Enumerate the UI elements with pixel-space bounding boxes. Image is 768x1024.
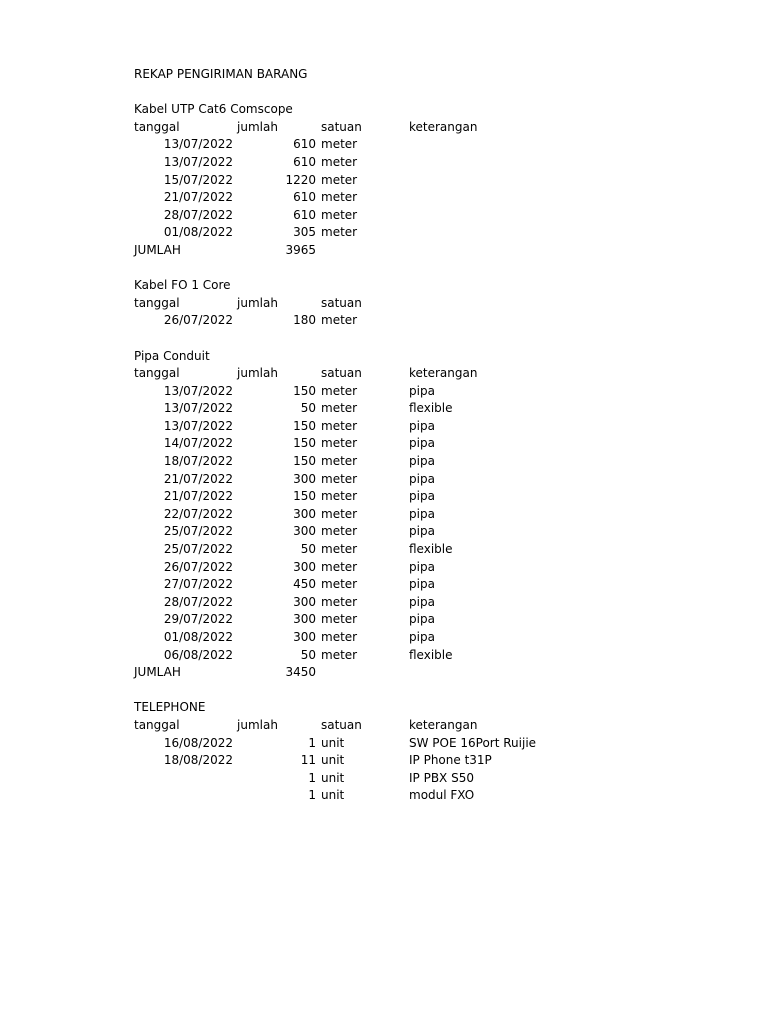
cell-jumlah: 50 (300, 542, 316, 557)
header-satuan: satuan (321, 295, 362, 310)
cell-satuan: meter (321, 225, 358, 240)
cell-satuan: meter (321, 436, 358, 451)
cell-tanggal: 13/07/2022 (163, 137, 233, 152)
cell-satuan: unit (321, 788, 345, 803)
header-keterangan: keterangan (409, 366, 478, 381)
cell-jumlah: 11 (300, 753, 316, 768)
header-tanggal: tanggal (134, 119, 180, 134)
cell-jumlah: 300 (293, 471, 316, 486)
section-title-row (0, 348, 768, 366)
cell-tanggal: 25/07/2022 (163, 542, 233, 557)
section-spacer (0, 260, 768, 278)
document-title: REKAP PENGIRIMAN BARANG (134, 67, 308, 81)
cell-tanggal: 22/07/2022 (163, 506, 233, 521)
table-row (0, 189, 768, 207)
spreadsheet-page (0, 66, 768, 805)
cell-jumlah: 150 (293, 436, 316, 451)
header-jumlah: jumlah (237, 119, 278, 134)
cell-keterangan: pipa (409, 612, 435, 627)
cell-keterangan: pipa (409, 454, 435, 469)
cell-keterangan: pipa (409, 436, 435, 451)
cell-tanggal: 06/08/2022 (163, 647, 233, 662)
cell-jumlah: 300 (293, 594, 316, 609)
section-title-row (0, 699, 768, 717)
total-row (0, 664, 768, 682)
section-spacer (0, 682, 768, 700)
cell-satuan: meter (321, 454, 358, 469)
table-row (0, 154, 768, 172)
table-row (0, 752, 768, 770)
cell-tanggal: 28/07/2022 (163, 594, 233, 609)
header-jumlah: jumlah (237, 717, 278, 732)
cell-jumlah: 150 (293, 383, 316, 398)
cell-keterangan: modul FXO (409, 788, 475, 803)
cell-tanggal: 18/07/2022 (163, 454, 233, 469)
header-keterangan: keterangan (409, 119, 478, 134)
table-row (0, 488, 768, 506)
cell-satuan: meter (321, 154, 358, 169)
table-row (0, 400, 768, 418)
cell-satuan: meter (321, 207, 358, 222)
cell-satuan: meter (321, 559, 358, 574)
cell-jumlah: 610 (293, 137, 316, 152)
table-row (0, 770, 768, 788)
cell-satuan: meter (321, 524, 358, 539)
cell-jumlah: 1 (308, 788, 316, 803)
cell-keterangan: SW POE 16Port Ruijie (409, 735, 537, 750)
cell-keterangan: pipa (409, 383, 435, 398)
table-row (0, 559, 768, 577)
cell-keterangan: flexible (409, 647, 453, 662)
cell-jumlah: 610 (293, 207, 316, 222)
table-row (0, 523, 768, 541)
cell-tanggal: 28/07/2022 (163, 207, 233, 222)
cell-keterangan: pipa (409, 577, 435, 592)
cell-jumlah: 300 (293, 630, 316, 644)
table-row (0, 224, 768, 242)
cell-jumlah: 300 (293, 559, 316, 574)
column-header-row (0, 717, 768, 735)
table-row (0, 576, 768, 594)
cell-satuan: unit (321, 770, 345, 785)
cell-tanggal: 15/07/2022 (163, 172, 233, 187)
cell-satuan: meter (321, 506, 358, 521)
section-title: Kabel FO 1 Core (134, 278, 231, 293)
cell-satuan: meter (321, 612, 358, 627)
column-header-row (0, 295, 768, 313)
cell-jumlah: 150 (293, 454, 316, 469)
header-jumlah: jumlah (237, 366, 278, 381)
header-tanggal: tanggal (134, 295, 180, 310)
cell-satuan: meter (321, 630, 358, 644)
cell-tanggal: 26/07/2022 (163, 313, 233, 328)
cell-satuan: meter (321, 577, 358, 592)
cell-tanggal: 13/07/2022 (163, 401, 233, 416)
cell-jumlah: 150 (293, 418, 316, 433)
cell-satuan: meter (321, 418, 358, 433)
cell-satuan: meter (321, 401, 358, 416)
document-title-row (0, 66, 768, 84)
total-value: 3965 (285, 242, 316, 257)
cell-satuan: meter (321, 647, 358, 662)
section-spacer (0, 84, 768, 102)
table-row (0, 506, 768, 524)
table-row (0, 312, 768, 330)
table-row (0, 453, 768, 471)
cell-jumlah: 610 (293, 154, 316, 169)
cell-jumlah: 50 (300, 647, 316, 662)
header-satuan: satuan (321, 366, 362, 381)
table-row (0, 647, 768, 665)
cell-satuan: meter (321, 172, 358, 187)
cell-satuan: meter (321, 594, 358, 609)
cell-satuan: meter (321, 137, 358, 152)
cell-tanggal: 25/07/2022 (163, 524, 233, 539)
total-value: 3450 (285, 665, 316, 680)
header-jumlah: jumlah (237, 295, 278, 310)
cell-satuan: unit (321, 735, 345, 750)
table-row (0, 611, 768, 629)
cell-satuan: meter (321, 489, 358, 504)
section-spacer (0, 330, 768, 348)
cell-satuan: meter (321, 190, 358, 205)
cell-jumlah: 1 (308, 735, 316, 750)
total-label: JUMLAH (134, 665, 181, 680)
cell-tanggal: 21/07/2022 (163, 190, 233, 205)
cell-tanggal: 13/07/2022 (163, 383, 233, 398)
cell-keterangan: pipa (409, 418, 435, 433)
cell-tanggal: 14/07/2022 (163, 436, 233, 451)
section-title-row (0, 277, 768, 295)
cell-keterangan: IP PBX S50 (409, 770, 474, 785)
section-title-row (0, 101, 768, 119)
section-title: TELEPHONE (134, 700, 206, 715)
table-row (0, 383, 768, 401)
cell-jumlah: 180 (293, 313, 316, 328)
header-tanggal: tanggal (134, 366, 180, 381)
table-row (0, 418, 768, 436)
table-row (0, 207, 768, 225)
cell-keterangan: pipa (409, 630, 435, 644)
header-satuan: satuan (321, 119, 362, 134)
cell-jumlah: 610 (293, 190, 316, 205)
cell-satuan: unit (321, 753, 345, 768)
column-header-row (0, 365, 768, 383)
cell-tanggal: 21/07/2022 (163, 489, 233, 504)
cell-tanggal: 13/07/2022 (163, 154, 233, 169)
cell-tanggal: 13/07/2022 (163, 418, 233, 433)
cell-keterangan: pipa (409, 594, 435, 609)
cell-tanggal: 29/07/2022 (163, 612, 233, 627)
cell-jumlah: 1 (308, 770, 316, 785)
cell-satuan: meter (321, 383, 358, 398)
cell-keterangan: pipa (409, 559, 435, 574)
cell-keterangan: pipa (409, 489, 435, 504)
cell-jumlah: 300 (293, 612, 316, 627)
header-keterangan: keterangan (409, 717, 478, 732)
cell-tanggal: 27/07/2022 (163, 577, 233, 592)
table-row (0, 787, 768, 805)
cell-tanggal: 16/08/2022 (163, 735, 233, 750)
table-row (0, 471, 768, 489)
cell-jumlah: 450 (293, 577, 316, 592)
cell-keterangan: IP Phone t31P (409, 753, 492, 768)
cell-satuan: meter (321, 542, 358, 557)
table-row (0, 735, 768, 753)
total-label: JUMLAH (134, 242, 181, 257)
cell-keterangan: pipa (409, 506, 435, 521)
section-title: Pipa Conduit (134, 348, 210, 363)
table-row (0, 541, 768, 559)
column-header-row (0, 119, 768, 137)
cell-tanggal: 21/07/2022 (163, 471, 233, 486)
cell-jumlah: 50 (300, 401, 316, 416)
header-satuan: satuan (321, 717, 362, 732)
total-row (0, 242, 768, 260)
cell-jumlah: 300 (293, 506, 316, 521)
table-row (0, 594, 768, 612)
cell-keterangan: pipa (409, 524, 435, 539)
cell-jumlah: 150 (293, 489, 316, 504)
cell-jumlah: 305 (293, 225, 316, 240)
cell-tanggal: 26/07/2022 (163, 559, 233, 574)
table-row (0, 136, 768, 154)
cell-tanggal: 01/08/2022 (163, 225, 233, 240)
table-row (0, 435, 768, 453)
cell-keterangan: flexible (409, 401, 453, 416)
cell-keterangan: flexible (409, 542, 453, 557)
table-row (0, 629, 768, 647)
cell-tanggal: 18/08/2022 (163, 753, 233, 768)
cell-jumlah: 1220 (285, 172, 316, 187)
cell-jumlah: 300 (293, 524, 316, 539)
section-title: Kabel UTP Cat6 Comscope (134, 102, 293, 117)
sections-container (0, 84, 768, 805)
cell-satuan: meter (321, 313, 358, 328)
cell-keterangan: pipa (409, 471, 435, 486)
cell-tanggal: 01/08/2022 (163, 630, 233, 644)
header-tanggal: tanggal (134, 717, 180, 732)
table-row (0, 172, 768, 190)
cell-satuan: meter (321, 471, 358, 486)
